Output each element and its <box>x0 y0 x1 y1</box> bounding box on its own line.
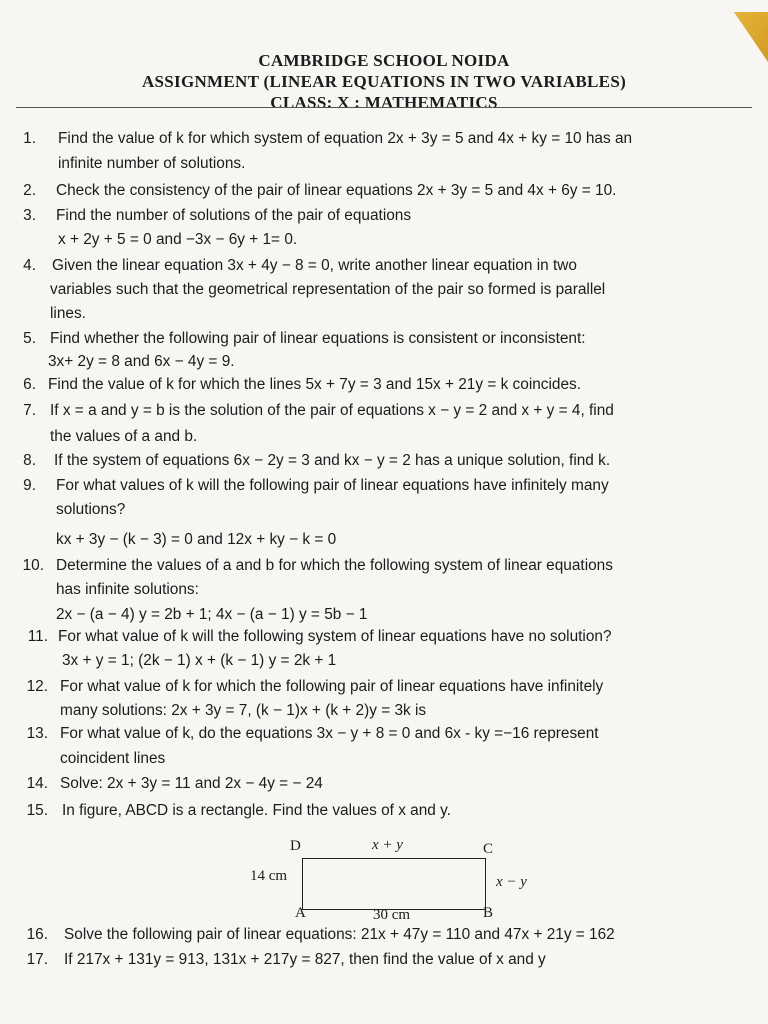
question-text-line: Given the linear equation 3x + 4y − 8 = 0, write another linear equation in two <box>52 257 577 274</box>
question-text-line: lines. <box>50 305 86 322</box>
question-text-line: For what value of k, do the equations 3x − y + 8 = 0 and 6x - ky =−16 represent <box>60 725 599 742</box>
question-text-line: 2x − (a − 4) y = 2b + 1; 4x − (a − 1) y = 5b − 1 <box>56 606 368 623</box>
question-number: 1. <box>23 130 36 147</box>
question-text-line: For what values of k will the following pair of linear equations have infinitely many <box>56 477 609 494</box>
question-text-line: If the system of equations 6x − 2y = 3 and kx − y = 2 has a unique solution, find k. <box>54 452 611 469</box>
question-text-line: Solve the following pair of linear equations: 21x + 47y = 110 and 47x + 21y = 162 <box>64 926 615 943</box>
school-name: CAMBRIDGE SCHOOL NOIDA <box>258 51 510 70</box>
question-number: 13. <box>26 725 48 742</box>
question-number: 17. <box>26 951 48 968</box>
question-text-line: Find the number of solutions of the pair of equations <box>56 207 412 224</box>
question-text-line: 3x + y = 1; (2k − 1) x + (k − 1) y = 2k + 1 <box>62 652 337 669</box>
question-number: 15. <box>26 802 48 819</box>
question-text-line: 3x+ 2y = 8 and 6x − 4y = 9. <box>48 353 235 370</box>
class-subject: CLASS: X : MATHEMATICS <box>270 93 498 112</box>
question-text-line: variables such that the geometrical representation of the pair so formed is parallel <box>50 281 606 298</box>
question-text-line: has infinite solutions: <box>56 581 199 598</box>
question-text-line: Find whether the following pair of linear equations is consistent or inconsistent: <box>50 330 586 347</box>
question-text-line: x + 2y + 5 = 0 and −3x − 6y + 1= 0. <box>58 231 298 248</box>
question-number: 11. <box>27 628 48 645</box>
corner-label-a: A <box>295 905 306 921</box>
question-text-line: kx + 3y − (k − 3) = 0 and 12x + ky − k = 0 <box>56 531 337 548</box>
question-text-line: For what value of k will the following system of linear equations have no solution? <box>58 628 612 645</box>
question-text-line: solutions? <box>56 501 126 518</box>
document-header <box>0 50 768 113</box>
rectangle-abcd <box>302 858 486 910</box>
question-text-line: In figure, ABCD is a rectangle. Find the values of x and y. <box>62 802 451 819</box>
question-text-line: Check the consistency of the pair of linear equations 2x + 3y = 5 and 4x + 6y = 10. <box>56 182 617 199</box>
question-text-line: Determine the values of a and b for which the following system of linear equations <box>56 557 613 574</box>
question-text-line: infinite number of solutions. <box>58 155 246 172</box>
question-number: 16. <box>26 926 48 943</box>
corner-label-c: C <box>483 841 494 857</box>
header-divider <box>16 107 752 108</box>
corner-label-b: B <box>483 905 494 921</box>
question-number: 4. <box>23 257 36 274</box>
question-number: 12. <box>26 678 48 695</box>
question-number: 8. <box>23 452 36 469</box>
question-number: 5. <box>23 330 36 347</box>
assignment-title: ASSIGNMENT (LINEAR EQUATIONS IN TWO VARIABLES) <box>141 72 627 91</box>
question-text-line: If 217x + 131y = 913, 131x + 217y = 827, then find the value of x and y <box>64 951 546 968</box>
question-number: 7. <box>23 402 36 419</box>
question-number: 2. <box>23 182 36 199</box>
question-text-line: For what value of k for which the following pair of linear equations have infinitely <box>60 678 604 695</box>
question-text-line: Find the value of k for which system of equation 2x + 3y = 5 and 4x + ky = 10 has an <box>58 130 633 147</box>
rectangle-figure <box>240 838 540 928</box>
question-text-line: many solutions: 2x + 3y = 7, (k − 1)x + (k + 2)y = 3k is <box>60 702 427 719</box>
question-text-line: Solve: 2x + 3y = 11 and 2x − 4y = − 24 <box>60 775 323 792</box>
question-text-line: If x = a and y = b is the solution of the pair of equations x − y = 2 and x + y = 4, find <box>50 402 614 419</box>
question-text-line: Find the value of k for which the lines 5x + 7y = 3 and 15x + 21y = k coincides. <box>48 376 581 393</box>
question-number: 10. <box>22 557 44 574</box>
question-number: 3. <box>23 207 36 224</box>
question-number: 9. <box>23 477 36 494</box>
question-text-line: the values of a and b. <box>50 428 198 445</box>
question-number: 14. <box>26 775 48 792</box>
question-text-line: coincident lines <box>60 750 166 767</box>
left-side-label: 14 cm <box>250 868 288 884</box>
question-number: 6. <box>23 376 36 393</box>
bottom-side-label: 30 cm <box>373 907 411 923</box>
top-side-label: x + y <box>372 837 403 853</box>
right-side-label: x − y <box>496 874 527 890</box>
corner-label-d: D <box>290 838 301 854</box>
